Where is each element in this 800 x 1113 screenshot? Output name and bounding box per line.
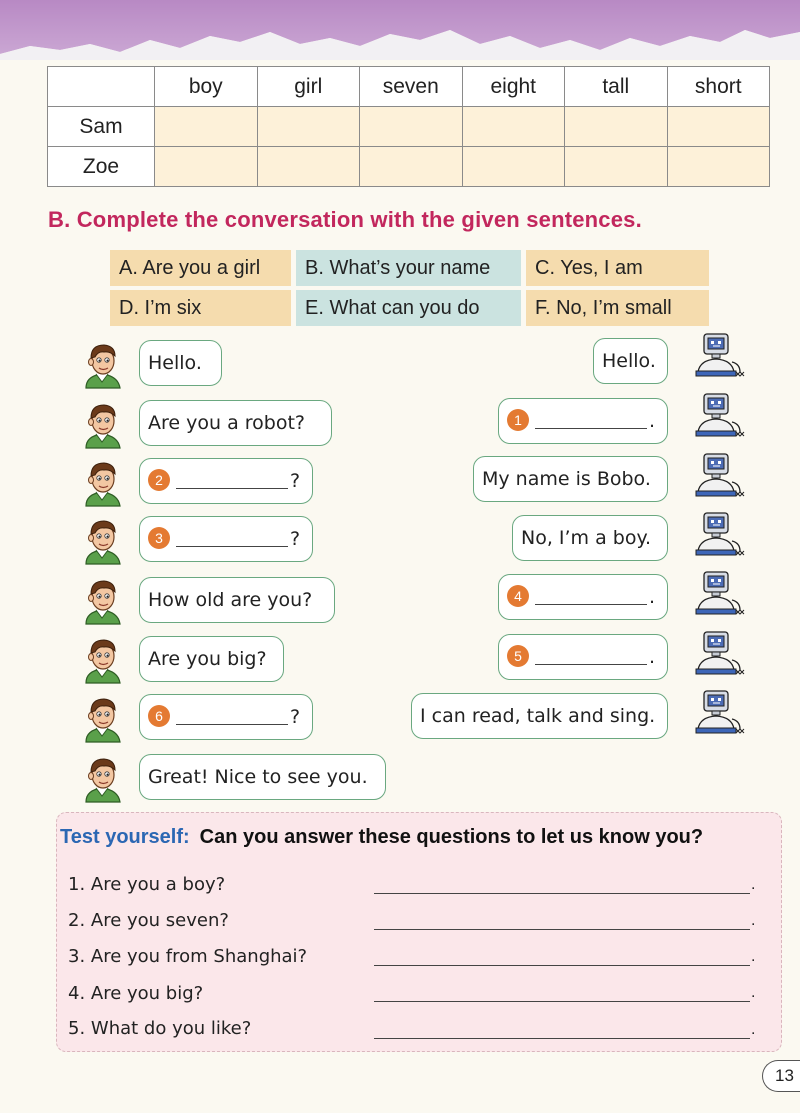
answer-blank[interactable] — [176, 488, 288, 489]
punctuation: ? — [290, 470, 301, 492]
robot-speech-bubble: My name is Bobo. — [473, 456, 668, 502]
punctuation: . — [649, 410, 656, 432]
option-a: A. Are you a girl — [110, 250, 291, 286]
table-row — [48, 147, 770, 187]
number-badge: 1 — [507, 409, 529, 431]
answer-cell[interactable] — [462, 147, 565, 187]
answer-line[interactable] — [374, 965, 750, 966]
question-item: 4. Are you big? — [68, 983, 204, 1004]
number-badge: 2 — [148, 469, 170, 491]
answer-line[interactable] — [374, 893, 750, 894]
answer-cell[interactable] — [462, 107, 565, 147]
boy-icon — [82, 576, 126, 626]
punctuation: . — [649, 586, 656, 608]
robot-icon — [690, 392, 746, 440]
number-badge: 3 — [148, 527, 170, 549]
boy-icon — [82, 635, 126, 685]
number-badge: 4 — [507, 585, 529, 607]
answer-cell[interactable] — [155, 107, 258, 147]
option-c: C. Yes, I am — [526, 250, 709, 286]
robot-icon — [690, 570, 746, 618]
answer-line[interactable] — [374, 1001, 750, 1002]
period: . — [751, 948, 756, 965]
answer-blank[interactable] — [176, 546, 288, 547]
question-item: 2. Are you seven? — [68, 910, 229, 931]
answer-cell[interactable] — [257, 107, 360, 147]
punctuation: ? — [290, 528, 301, 550]
answer-cell[interactable] — [155, 147, 258, 187]
test-question: Can you answer these questions to let us know you? — [199, 826, 704, 848]
punctuation: ? — [290, 706, 301, 728]
table-header-row — [48, 67, 770, 107]
robot-speech-bubble: No, I’m a boy. — [512, 515, 668, 561]
boy-speech-bubble: How old are you? — [139, 577, 335, 623]
table-header-cell: short — [667, 67, 770, 107]
option-e: E. What can you do — [296, 290, 521, 326]
robot-speech-bubble: Hello. — [593, 338, 668, 384]
table-header-cell: girl — [257, 67, 360, 107]
question-item: 3. Are you from Shanghai? — [68, 946, 308, 967]
boy-icon — [82, 516, 126, 566]
answer-cell[interactable] — [565, 107, 668, 147]
boy-speech-bubble: Hello. — [139, 340, 222, 386]
vocabulary-table — [47, 66, 770, 187]
robot-icon — [690, 452, 746, 500]
answer-blank[interactable] — [535, 664, 647, 665]
table-header-cell: eight — [462, 67, 565, 107]
boy-icon — [82, 694, 126, 744]
answer-cell[interactable] — [667, 107, 770, 147]
boy-speech-bubble: Are you big? — [139, 636, 284, 682]
boy-blank-bubble[interactable] — [139, 458, 313, 504]
robot-icon — [690, 511, 746, 559]
test-yourself-heading — [60, 826, 703, 849]
answer-blank[interactable] — [176, 724, 288, 725]
robot-icon — [690, 332, 746, 380]
table-row — [48, 107, 770, 147]
robot-icon — [690, 689, 746, 737]
answer-blank[interactable] — [535, 604, 647, 605]
robot-blank-bubble[interactable] — [498, 398, 668, 444]
boy-icon — [82, 754, 126, 804]
answer-cell[interactable] — [667, 147, 770, 187]
boy-speech-bubble: Great! Nice to see you. — [139, 754, 386, 800]
table-header-cell: boy — [155, 67, 258, 107]
punctuation: . — [649, 646, 656, 668]
row-label: Zoe — [48, 147, 155, 187]
robot-blank-bubble[interactable] — [498, 634, 668, 680]
question-item: 1. Are you a boy? — [68, 874, 226, 895]
question-item: 5. What do you like? — [68, 1018, 252, 1039]
boy-icon — [82, 458, 126, 508]
answer-cell[interactable] — [565, 147, 668, 187]
robot-icon — [690, 630, 746, 678]
option-f: F. No, I’m small — [526, 290, 709, 326]
table-header-cell: seven — [360, 67, 463, 107]
robot-speech-bubble: I can read, talk and sing. — [411, 693, 668, 739]
table-header-cell — [48, 67, 155, 107]
answer-blank[interactable] — [535, 428, 647, 429]
option-b: B. What’s your name — [296, 250, 521, 286]
row-label: Sam — [48, 107, 155, 147]
number-badge: 5 — [507, 645, 529, 667]
answer-cell[interactable] — [257, 147, 360, 187]
number-badge: 6 — [148, 705, 170, 727]
period: . — [751, 984, 756, 1001]
answer-cell[interactable] — [360, 147, 463, 187]
period: . — [751, 876, 756, 893]
page-number: 13 — [762, 1060, 800, 1092]
boy-blank-bubble[interactable] — [139, 694, 313, 740]
answer-cell[interactable] — [360, 107, 463, 147]
test-label: Test yourself: — [60, 826, 190, 848]
option-d: D. I’m six — [110, 290, 291, 326]
answer-line[interactable] — [374, 1038, 750, 1039]
section-b-title: B. Complete the conversation with the given sentences. — [48, 207, 642, 232]
period: . — [751, 1021, 756, 1038]
answer-line[interactable] — [374, 929, 750, 930]
boy-speech-bubble: Are you a robot? — [139, 400, 332, 446]
boy-icon — [82, 340, 126, 390]
boy-blank-bubble[interactable] — [139, 516, 313, 562]
period: . — [751, 912, 756, 929]
mountain-banner — [0, 0, 800, 70]
boy-icon — [82, 400, 126, 450]
table-header-cell: tall — [565, 67, 668, 107]
robot-blank-bubble[interactable] — [498, 574, 668, 620]
